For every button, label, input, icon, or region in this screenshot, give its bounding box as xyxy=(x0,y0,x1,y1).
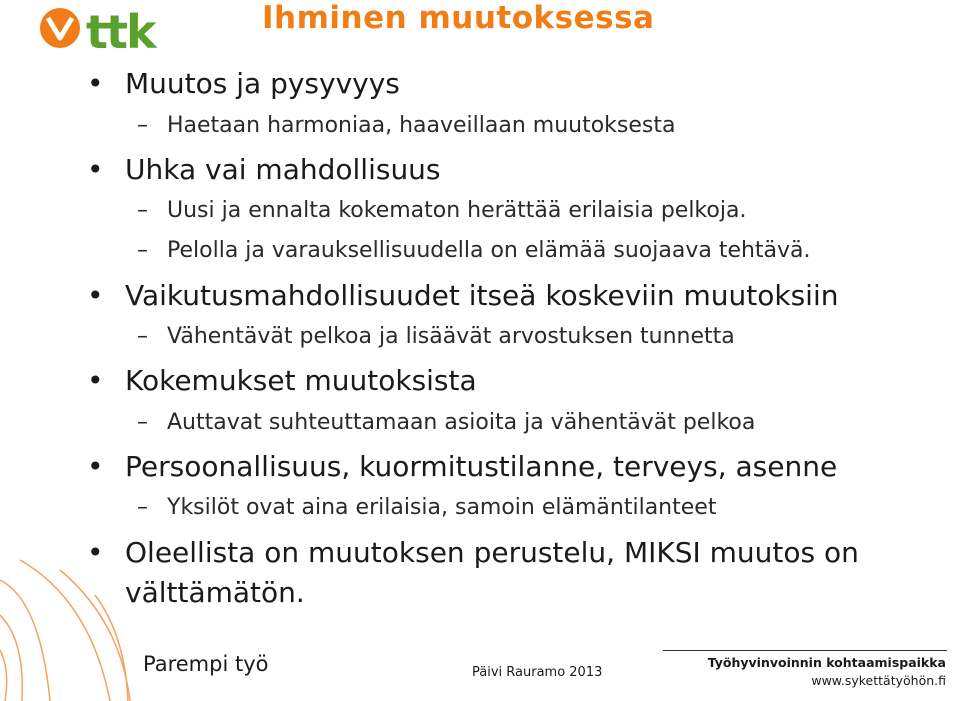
bullet-1: • Muutos ja pysyvyys xyxy=(125,64,400,104)
footer-brand: Parempi työ xyxy=(143,652,269,676)
footer-url[interactable]: www.sykettätyöhön.fi xyxy=(811,673,946,688)
sub-bullet-4-1: – Auttavat suhteuttamaan asioita ja vähentävät pelkoa xyxy=(167,408,755,438)
sub-bullet-2-2: – Pelolla ja varauksellisuudella on elämää suojaava tehtävä. xyxy=(167,236,811,266)
sub-bullet-3-1: – Vähentävät pelkoa ja lisäävät arvostuksen tunnetta xyxy=(167,322,735,352)
bullet-6: • Oleellista on muutoksen perustelu, MIKSI muutos on välttämätön. xyxy=(125,533,945,613)
bullet-5: • Persoonallisuus, kuormitustilanne, terveys, asenne xyxy=(125,447,837,487)
sub-bullet-1-1: – Haetaan harmoniaa, haaveillaan muutoksesta xyxy=(167,111,675,141)
bullet-4: • Kokemukset muutoksista xyxy=(125,361,477,401)
sub-bullet-5-1: – Yksilöt ovat aina erilaisia, samoin elämäntilanteet xyxy=(167,493,716,523)
sub-bullet-2-1: – Uusi ja ennalta kokematon herättää erilaisia pelkoja. xyxy=(167,196,746,226)
ttk-logo xyxy=(38,4,178,54)
footer-author: Päivi Rauramo 2013 xyxy=(472,665,603,680)
footer-site-title: Työhyvinvoinnin kohtaamispaikka xyxy=(707,655,946,670)
footer-divider xyxy=(663,650,947,651)
slide-title: Ihminen muutoksessa xyxy=(262,0,655,36)
svg-text:ttk: ttk xyxy=(86,5,155,54)
ttk-logo-mark xyxy=(38,4,178,54)
bullet-2: • Uhka vai mahdollisuus xyxy=(125,150,441,190)
bullet-3: • Vaikutusmahdollisuudet itseä koskeviin muutoksiin xyxy=(125,276,838,316)
